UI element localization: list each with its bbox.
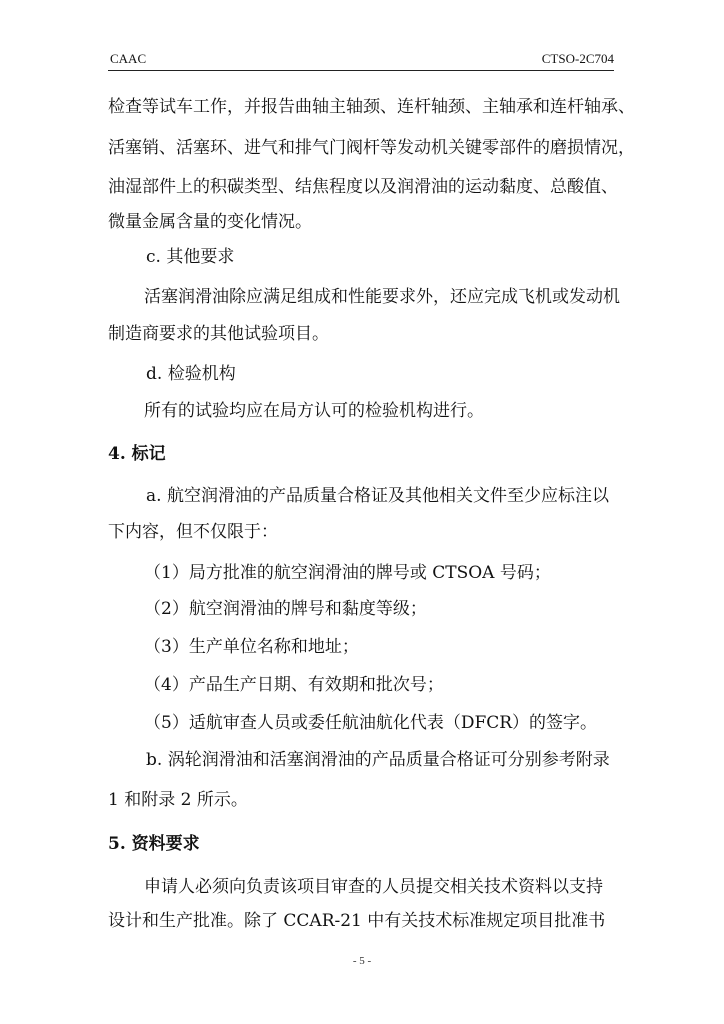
body-line: 所有的试验均应在局方认可的检验机构进行。 <box>144 401 484 421</box>
list-item: （5）适航审查人员或委任航油航化代表（DFCR）的签字。 <box>144 713 598 733</box>
page-header <box>108 49 614 69</box>
list-item: （1）局方批准的航空润滑油的牌号或 CTSOA 号码； <box>144 563 551 583</box>
page-number: - 5 - <box>352 955 372 967</box>
body-line: 活塞销、活塞环、进气和排气门阀杆等发动机关键零部件的磨损情况， <box>108 138 635 158</box>
section-heading: 4. 标记 <box>108 444 166 464</box>
body-line: a. 航空润滑油的产品质量合格证及其他相关文件至少应标注以 <box>146 486 609 506</box>
body-line: 下内容，但不仅限于： <box>108 522 278 542</box>
body-line: 活塞润滑油除应满足组成和性能要求外，还应完成飞机或发动机 <box>144 287 620 307</box>
body-line: b. 涡轮润滑油和活塞润滑油的产品质量合格证可分别参考附录 <box>146 750 610 770</box>
header-rule <box>108 70 614 71</box>
body-line: 1 和附录 2 所示。 <box>108 790 248 810</box>
body-line: 检查等试车工作，并报告曲轴主轴颈、连杆轴颈、主轴承和连杆轴承、 <box>108 97 635 117</box>
list-item: （2）航空润滑油的牌号和黏度等级； <box>144 599 427 619</box>
list-item: （4）产品生产日期、有效期和批次号； <box>144 675 444 695</box>
header-org: CAAC <box>110 51 147 66</box>
body-line: 申请人必须向负责该项目审查的人员提交相关技术资料以支持 <box>144 877 603 897</box>
subsection-heading: d. 检验机构 <box>146 364 236 384</box>
body-line: 微量金属含量的变化情况。 <box>108 212 312 232</box>
section-heading: 5. 资料要求 <box>108 834 200 854</box>
header-doc-number: CTSO-2C704 <box>541 51 614 66</box>
body-line: 制造商要求的其他试验项目。 <box>108 324 329 344</box>
list-item: （3）生产单位名称和地址； <box>144 637 359 657</box>
subsection-heading: c. 其他要求 <box>146 247 235 267</box>
body-line: 设计和生产批准。除了 CCAR-21 中有关技术标准规定项目批准书 <box>108 911 606 931</box>
body-line: 油湿部件上的积碳类型、结焦程度以及润滑油的运动黏度、总酸值、 <box>108 177 618 197</box>
